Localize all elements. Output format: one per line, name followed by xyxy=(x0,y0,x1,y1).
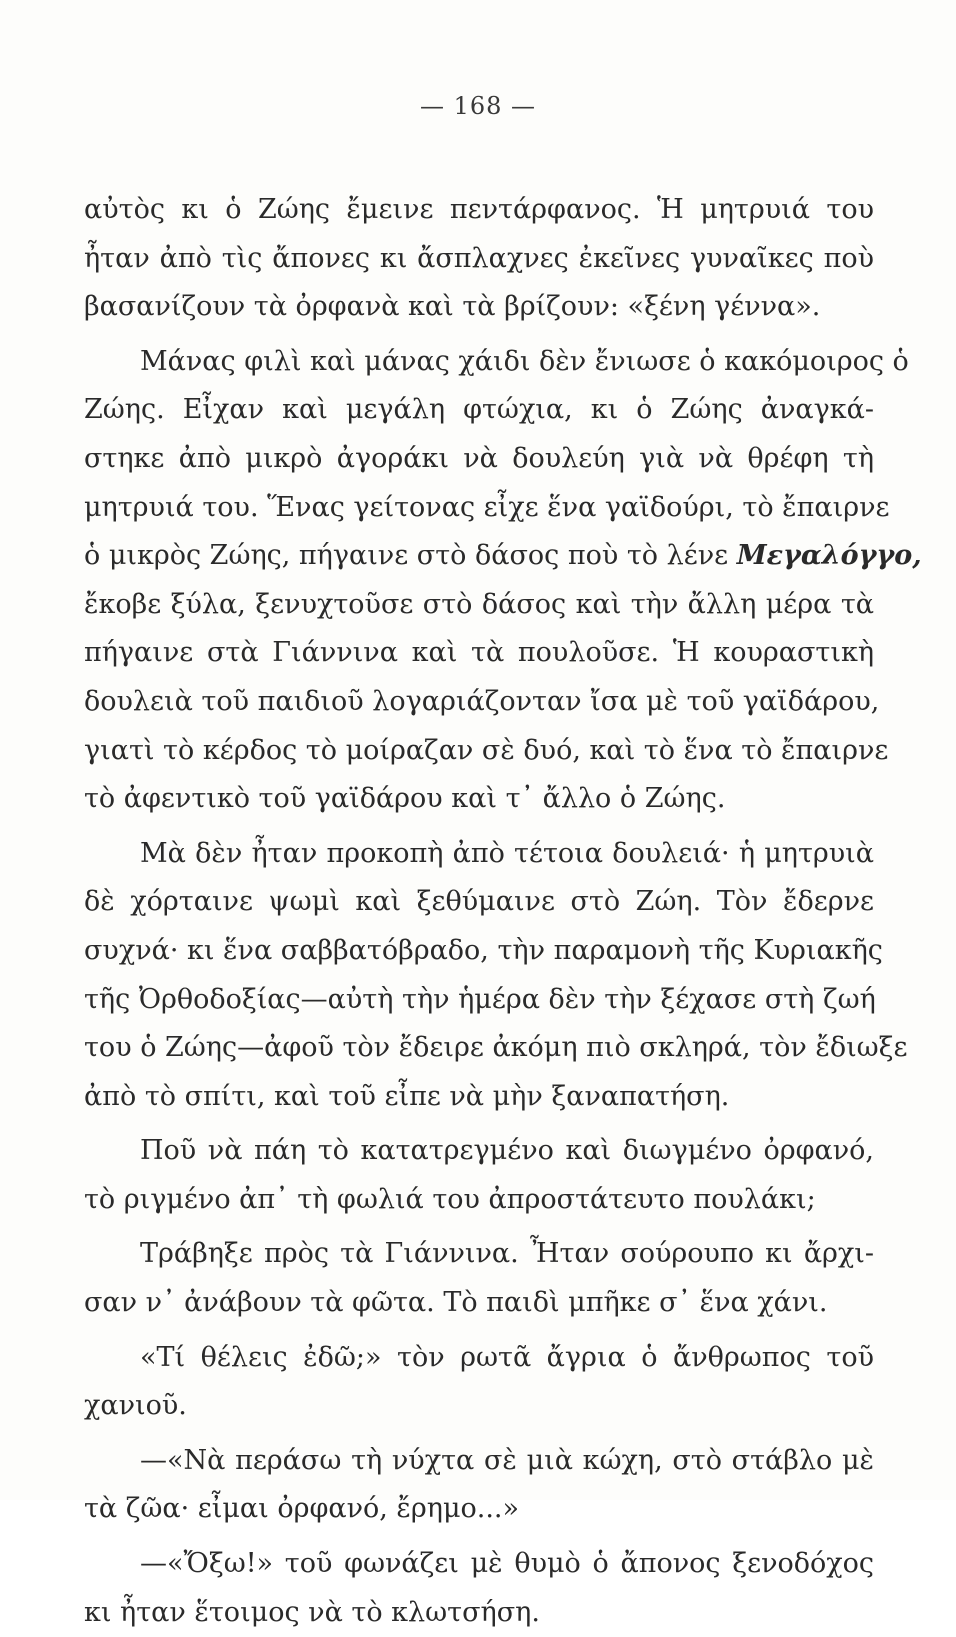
text-line xyxy=(84,1279,874,1328)
text-line-content: δουλειὰ τοῦ παιδιοῦ λογαριάζονταν ἴσα μὲ τοῦ γαϊδάρου, xyxy=(84,685,880,717)
text-line xyxy=(84,532,922,581)
body-text xyxy=(84,186,922,1637)
text-line-content: τῆς Ὀρθοδοξίας—αὐτὴ τὴν ἡμέρα δὲν τὴν ξέχασε στὴ ζωή xyxy=(84,983,876,1015)
text-line xyxy=(84,386,874,435)
text-line-content: ἀπὸ τὸ σπίτι, καὶ τοῦ εἶπε νὰ μὴν ξαναπατήση. xyxy=(84,1080,730,1112)
text-line-content: Ποῦ νὰ πάη τὸ κατατρεγμένο καὶ διωγμένο ὀρφανό, xyxy=(140,1135,874,1167)
text-line xyxy=(84,1437,874,1486)
text-line xyxy=(84,1176,874,1225)
text-line xyxy=(84,775,874,824)
text-line-content: Μὰ δὲν ἦταν προκοπὴ ἀπὸ τέτοια δουλειά· ἡ μητρυιὰ xyxy=(140,837,874,869)
text-line-content: —«Νὰ περάσω τὴ νύχτα σὲ μιὰ κώχη, στὸ στάβλο μὲ xyxy=(140,1444,874,1476)
text-line xyxy=(84,1024,908,1073)
text-line xyxy=(84,484,890,533)
text-line-content: ἦταν ἀπὸ τὶς ἄπονες κι ἄσπλαχνες ἐκεῖνες γυναῖκες ποὺ xyxy=(84,242,874,274)
text-line xyxy=(84,1589,874,1637)
page-number: — 168 — xyxy=(419,92,537,120)
text-line-content: κι ἦταν ἕτοιμος νὰ τὸ κλωτσήση. xyxy=(84,1596,540,1628)
text-line-content: του ὁ Ζώης—ἀφοῦ τὸν ἔδειρε ἀκόμη πιὸ σκληρά, τὸν ἔδιωξε xyxy=(84,1032,908,1064)
text-line xyxy=(84,878,874,927)
text-line-content: Ζώης. Εἶχαν καὶ μεγάλη φτώχια, κι ὁ Ζώης ἀναγκά- xyxy=(84,394,874,426)
text-line xyxy=(84,1334,874,1383)
place-name-emphasis: Μεγαλόγγο, xyxy=(736,540,922,572)
text-line-content: τὸ ἀφεντικὸ τοῦ γαϊδάρου καὶ τ᾿ ἄλλο ὁ Ζώης. xyxy=(84,783,726,815)
text-line-content: Μάνας φιλὶ καὶ μάνας χάιδι δὲν ἔνιωσε ὁ κακόμοιρος ὁ xyxy=(140,345,909,377)
text-line xyxy=(84,435,874,484)
text-line-content: ὁ μικρὸς Ζώης, πήγαινε στὸ δάσος ποὺ τὸ λένε xyxy=(84,540,737,572)
text-line xyxy=(84,629,874,678)
text-line-content: αὐτὸς κι ὁ Ζώης ἔμεινε πεντάρφανος. Ἡ μητρυιά του xyxy=(84,194,874,225)
text-line xyxy=(84,283,874,332)
text-line-content: βασανίζουν τὰ ὀρφανὰ καὶ τὰ βρίζουν: «ξένη γέννα». xyxy=(84,291,821,323)
text-line-content: μητρυιά του. Ἕνας γείτονας εἶχε ἕνα γαϊδούρι, τὸ ἔπαιρνε xyxy=(84,491,890,523)
text-line xyxy=(84,1073,874,1122)
text-line xyxy=(84,581,874,630)
text-line-content: δὲ χόρταινε ψωμὶ καὶ ξεθύμαινε στὸ Ζώη. Τὸν ἔδερνε xyxy=(84,886,874,918)
text-line xyxy=(84,235,874,284)
text-line xyxy=(84,1127,874,1176)
text-line-content: σαν ν᾿ ἀνάβουν τὰ φῶτα. Τὸ παιδὶ μπῆκε σ᾿ ἕνα χάνι. xyxy=(84,1287,828,1319)
text-line-content: συχνά· κι ἕνα σαββατόβραδο, τὴν παραμονὴ τῆς Κυριακῆς xyxy=(84,934,883,966)
text-line xyxy=(84,1230,874,1279)
text-line-content: γιατὶ τὸ κέρδος τὸ μοίραζαν σὲ δυό, καὶ τὸ ἕνα τὸ ἔπαιρνε xyxy=(84,734,889,766)
text-line-content: ἔκοβε ξύλα, ξενυχτοῦσε στὸ δάσος καὶ τὴν ἄλλη μέρα τὰ xyxy=(84,588,874,620)
text-line-content: χανιοῦ. xyxy=(84,1390,187,1422)
text-line-content: τὸ ριγμένο ἀπ᾿ τὴ φωλιά του ἀπροστάτευτο πουλάκι; xyxy=(84,1183,816,1215)
text-line xyxy=(84,338,909,387)
text-line xyxy=(84,678,880,727)
text-line-content: τὰ ζῶα· εἶμαι ὀρφανό, ἔρημο...» xyxy=(84,1493,520,1525)
text-line xyxy=(84,1485,874,1534)
text-line xyxy=(84,976,874,1025)
text-line-content: —«Ὄξω!» τοῦ φωνάζει μὲ θυμὸ ὁ ἄπονος ξενοδόχος xyxy=(140,1548,874,1580)
text-line-content: στηκε ἀπὸ μικρὸ ἀγοράκι νὰ δουλεύη γιὰ νὰ θρέφη τὴ xyxy=(84,442,874,474)
text-line xyxy=(84,186,874,235)
text-line xyxy=(84,1382,874,1431)
text-line xyxy=(84,1540,874,1589)
text-line xyxy=(84,927,883,976)
text-line xyxy=(84,830,874,879)
text-line-content: πήγαινε στὰ Γιάννινα καὶ τὰ πουλοῦσε. Ἡ κουραστικὴ xyxy=(84,637,874,669)
text-line-content: «Τί θέλεις ἐδῶ;» τὸν ρωτᾶ ἄγρια ὁ ἄνθρωπος τοῦ xyxy=(140,1341,874,1373)
text-line-content: Τράβηξε πρὸς τὰ Γιάννινα. Ἦταν σούρουπο κι ἄρχι- xyxy=(140,1238,874,1270)
text-line xyxy=(84,727,889,776)
